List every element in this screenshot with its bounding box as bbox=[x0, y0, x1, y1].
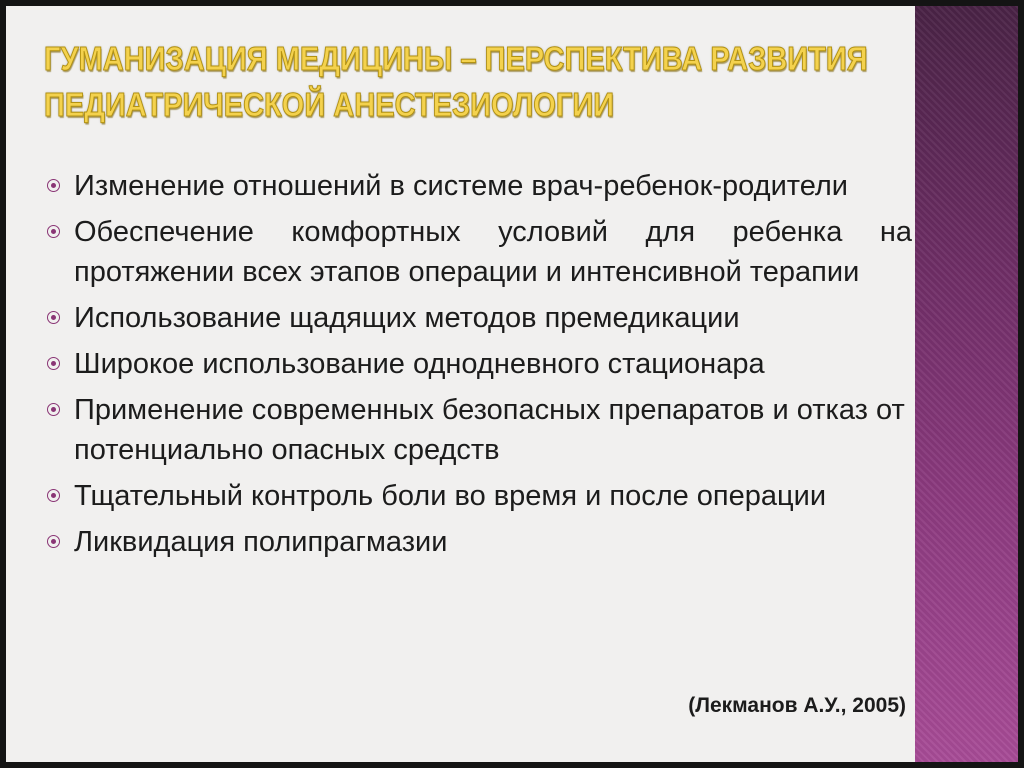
circle-dot-icon bbox=[47, 179, 60, 192]
bullet-text: Использование щадящих методов премедикации bbox=[74, 302, 740, 334]
bullet-item bbox=[44, 298, 912, 338]
bullet-text: Широкое использование однодневного стационара bbox=[74, 348, 765, 380]
circle-dot-icon bbox=[47, 357, 60, 370]
citation: (Лекманов А.У., 2005) bbox=[688, 694, 906, 717]
slide bbox=[6, 6, 1018, 762]
bullet-item bbox=[44, 522, 912, 562]
bullet-text: Обеспечение комфортных условий для ребенка на протяжении всех этапов операции и интенсивной терапии bbox=[74, 216, 912, 288]
circle-dot-icon bbox=[47, 311, 60, 324]
circle-dot-icon bbox=[47, 403, 60, 416]
bullet-item bbox=[44, 476, 912, 516]
circle-dot-icon bbox=[47, 225, 60, 238]
bullet-item bbox=[44, 390, 912, 470]
slide-title bbox=[44, 36, 889, 128]
bullet-list bbox=[44, 166, 912, 568]
circle-dot-icon bbox=[47, 489, 60, 502]
side-decor-panel bbox=[915, 6, 1018, 762]
bullet-text: Применение современных безопасных препаратов и отказ от потенциально опасных средств bbox=[74, 394, 905, 466]
bullet-item bbox=[44, 212, 912, 292]
circle-dot-icon bbox=[47, 535, 60, 548]
bullet-item bbox=[44, 344, 912, 384]
bullet-text: Ликвидация полипрагмазии bbox=[74, 526, 448, 558]
bullet-text: Тщательный контроль боли во время и после операции bbox=[74, 480, 827, 512]
title-line-2: ПЕДИАТРИЧЕСКОЙ АНЕСТЕЗИОЛОГИИ bbox=[44, 86, 615, 123]
title-line-1: ГУМАНИЗАЦИЯ МЕДИЦИНЫ – ПЕРСПЕКТИВА РАЗВИТИЯ bbox=[44, 40, 868, 77]
bullet-text: Изменение отношений в системе врач-ребенок-родители bbox=[74, 170, 849, 202]
bullet-item bbox=[44, 166, 912, 206]
